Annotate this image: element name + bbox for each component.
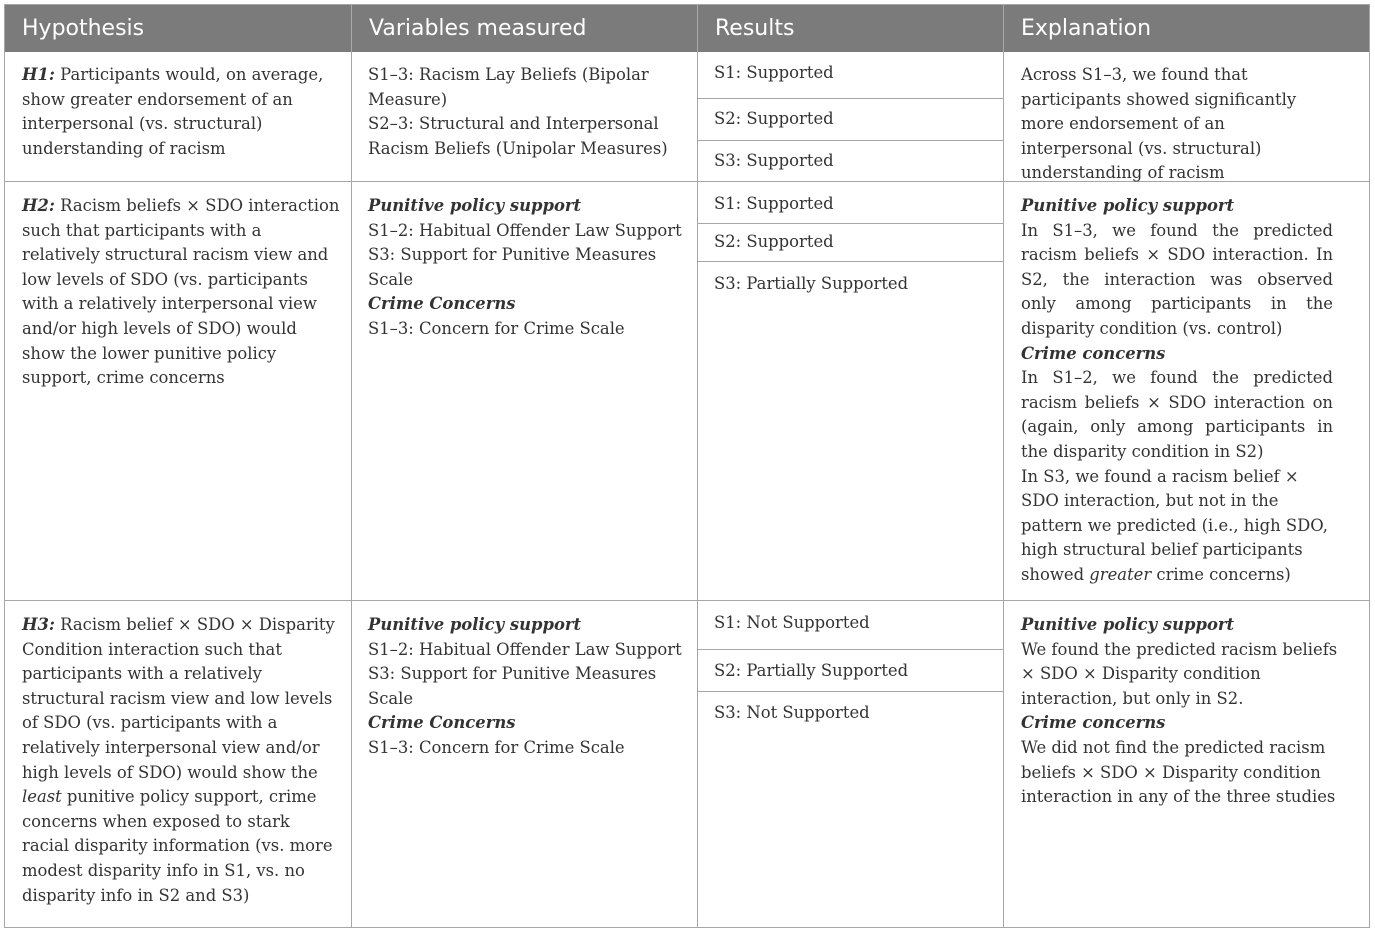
result-h1-s3: S3: Supported xyxy=(714,151,834,170)
table-row-h3-hypothesis xyxy=(22,613,340,908)
hypothesis-label: H3: xyxy=(22,615,55,634)
variable-heading: Crime Concerns xyxy=(368,713,516,733)
variable-line: S1–2: Habitual Offender Law Support xyxy=(368,220,682,240)
variable-line: S2–3: Structural and Interpersonal Racism Beliefs (Unipolar Measures) xyxy=(368,114,668,158)
variable-line: S3: Support for Punitive Measures Scale xyxy=(368,245,657,289)
table-row-h2-explanation xyxy=(1021,194,1333,588)
result-h2-s3: S3: Partially Supported xyxy=(714,274,909,293)
result-divider xyxy=(698,261,1003,262)
explanation-paragraph: We did not find the predicted racism beliefs × SDO × Disparity condition interaction in any of the three studies xyxy=(1021,737,1336,807)
explanation-paragraph: In S1–3, we found the predicted racism beliefs × SDO interaction. In S2, the interaction was observed only among participants in the disparity condition (vs. control) xyxy=(1021,220,1333,338)
hypothesis-text: Racism belief × SDO × Disparity Condition interaction such that participants with a relatively structural racism view and low levels of SDO (vs. participants with a relatively interpersonal view and/or high levels of SDO) would show the xyxy=(22,615,335,782)
table-row-h3-explanation xyxy=(1021,613,1341,810)
table-row-h1-hypothesis xyxy=(22,63,340,161)
header-results: Results xyxy=(715,16,795,41)
explanation-heading: Punitive policy support xyxy=(1021,196,1235,215)
explanation-paragraph: In S3, we found a racism belief × SDO interaction, but not in the pattern we predicted (i.e., high SDO, high structural belief participants showed greater crime concerns) xyxy=(1021,466,1328,584)
column-divider xyxy=(351,52,352,928)
table-row-h2-hypothesis xyxy=(22,194,340,391)
table-header xyxy=(5,5,1369,52)
explanation-heading: Crime concerns xyxy=(1021,713,1166,733)
result-divider xyxy=(698,140,1003,141)
result-h3-s3: S3: Not Supported xyxy=(714,703,870,722)
header-explanation: Explanation xyxy=(1021,16,1152,41)
result-h3-s1: S1: Not Supported xyxy=(714,613,870,632)
hypothesis-text: Racism beliefs × SDO interaction such that participants with a relatively structural racism view and low levels of SDO (vs. participants with a relatively interpersonal view and/or high levels of SDO) would show the lower punitive policy support, crime concerns xyxy=(22,196,340,388)
result-h1-s1: S1: Supported xyxy=(714,63,834,82)
hypothesis-text: punitive policy support, crime concerns when exposed to stark racial disparity information (vs. more modest disparity info in S1, vs. no disparity info in S2 and S3) xyxy=(22,787,333,905)
row-divider xyxy=(5,600,1369,601)
explanation-paragraph: We found the predicted racism beliefs × SDO × Disparity condition interaction, but only in S2. xyxy=(1021,639,1338,708)
explanation-paragraph: In S1–2, we found the predicted racism beliefs × SDO interaction on (again, only among participants in the disparity condition in S2) xyxy=(1021,368,1333,461)
hypothesis-label: H1: xyxy=(22,65,55,84)
table-row-h3-variables xyxy=(368,613,693,761)
hypothesis-text: Participants would, on average, show greater endorsement of an interpersonal (vs. structural) understanding of racism xyxy=(22,65,324,158)
variable-line: S1–3: Concern for Crime Scale xyxy=(368,318,625,338)
result-h2-s1: S1: Supported xyxy=(714,194,834,213)
emphasis-text: least xyxy=(22,787,62,807)
explanation-heading: Crime concerns xyxy=(1021,343,1166,363)
column-divider xyxy=(1003,52,1004,928)
result-divider xyxy=(698,649,1003,650)
hypothesis-label: H2: xyxy=(22,196,55,215)
variable-line: S1–2: Habitual Offender Law Support xyxy=(368,639,682,659)
variable-heading: Crime Concerns xyxy=(368,294,516,314)
table-row-h1-variables xyxy=(368,63,688,161)
header-variables-measured: Variables measured xyxy=(369,16,587,41)
result-h2-s2: S2: Supported xyxy=(714,232,834,251)
variable-heading: Punitive policy support xyxy=(368,196,582,215)
result-h1-s2: S2: Supported xyxy=(714,109,834,128)
column-divider xyxy=(697,52,698,928)
emphasis-text: greater xyxy=(1089,564,1152,584)
table-row-h2-variables xyxy=(368,194,693,342)
explanation-heading: Punitive policy support xyxy=(1021,615,1235,634)
table-row-h1-explanation: Across S1–3, we found that participants showed significantly more endorsement of an interpersonal (vs. structural) understanding of racism xyxy=(1021,65,1297,183)
variable-line: S1–3: Racism Lay Beliefs (Bipolar Measure) xyxy=(368,65,649,109)
variable-heading: Punitive policy support xyxy=(368,615,582,634)
header-hypothesis: Hypothesis xyxy=(22,16,145,41)
variable-line: S3: Support for Punitive Measures Scale xyxy=(368,664,657,708)
result-h3-s2: S2: Partially Supported xyxy=(714,661,909,680)
result-divider xyxy=(698,98,1003,99)
result-divider xyxy=(698,691,1003,692)
variable-line: S1–3: Concern for Crime Scale xyxy=(368,737,625,757)
results-table xyxy=(4,4,1370,928)
result-divider xyxy=(698,223,1003,224)
